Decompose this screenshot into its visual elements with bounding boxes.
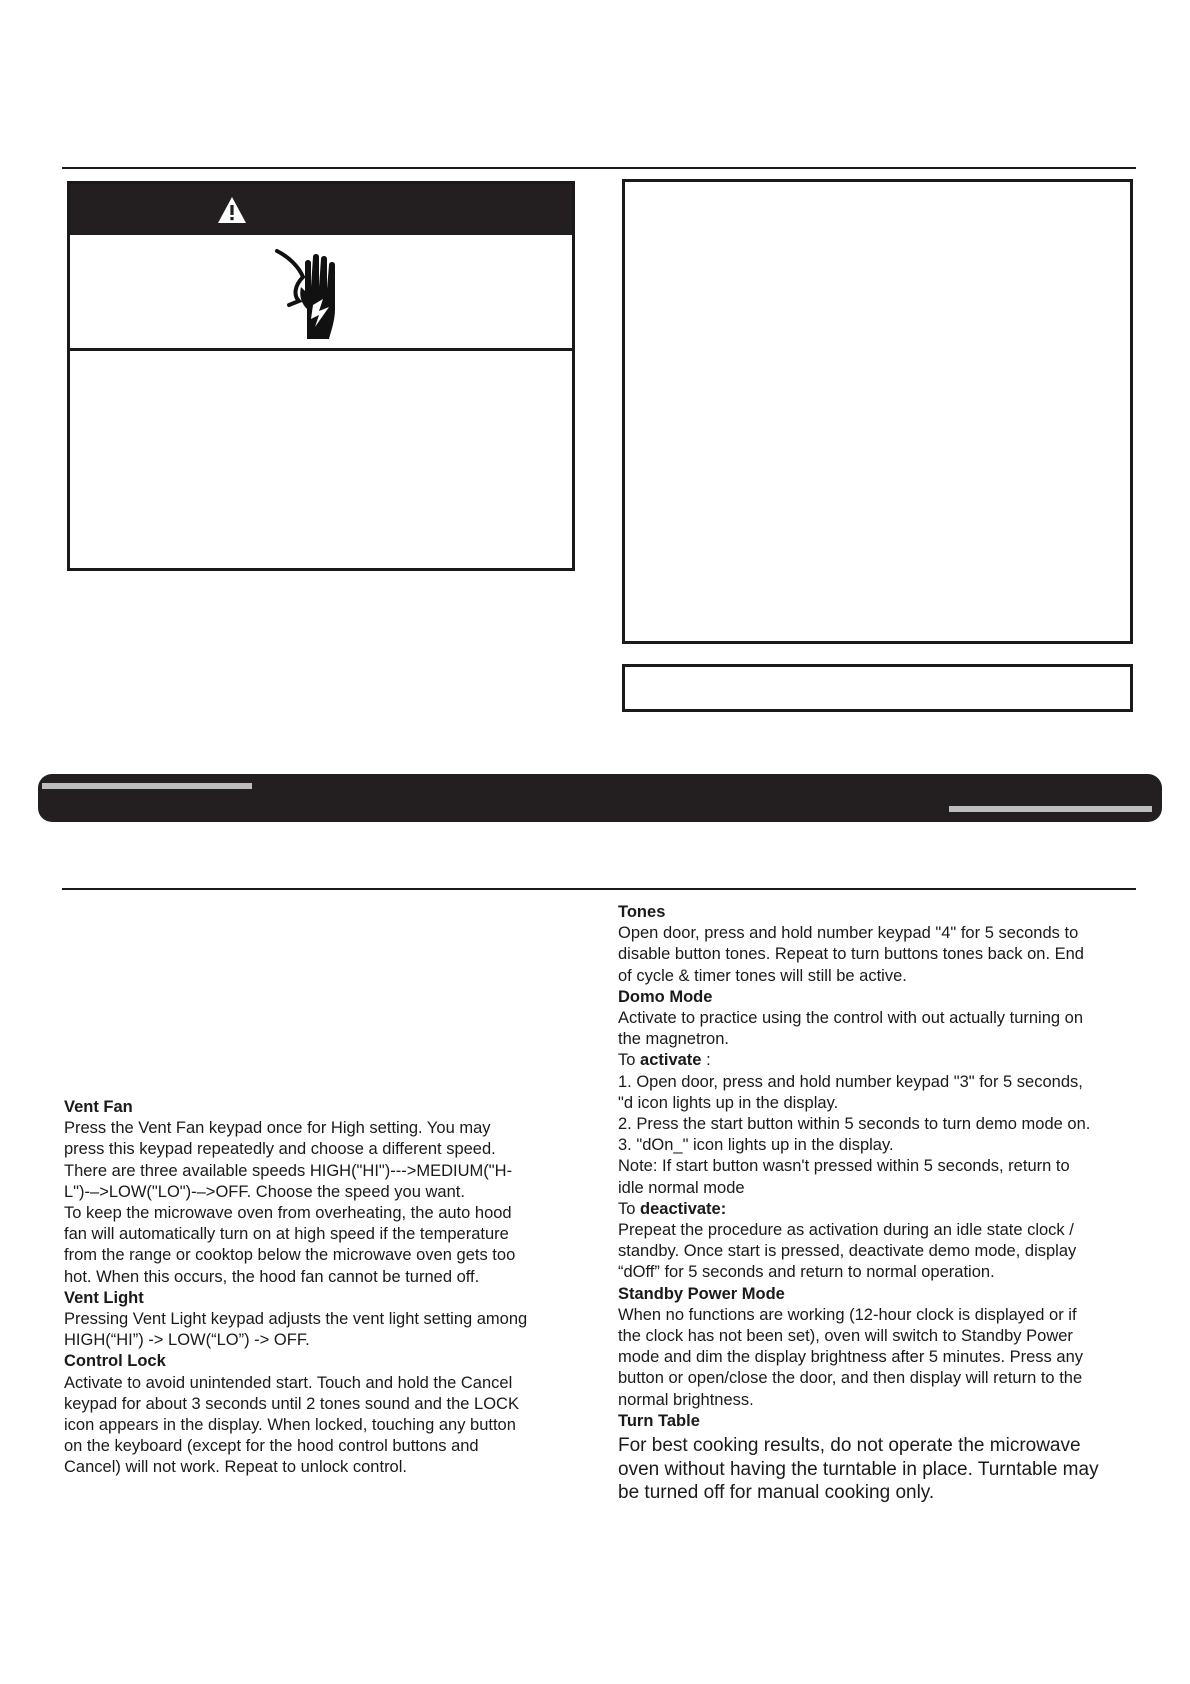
turntable-heading: Turn Table <box>618 1411 700 1430</box>
activate-steps: 1. Open door, press and hold number keypad "3" for 5 seconds, "d icon lights up in the display. 2. Press the start button within 5 seconds to turn demo mode on. 3. "dOn_" icon lights up in the display. Note: If start button wasn't pressed within 5 seconds, return to idle normal mode <box>618 1072 1091 1197</box>
notice-box <box>622 179 1133 644</box>
section-banner <box>38 774 1162 822</box>
tones-text: Open door, press and hold number keypad "4" for 5 seconds to disable button tones. Repeat to turn buttons tones back on. End of cycle & timer tones will still be active. <box>618 924 1084 985</box>
vent-light-heading: Vent Light <box>64 1288 144 1307</box>
activate-line <box>618 1050 1130 1071</box>
standby-heading: Standby Power Mode <box>618 1284 785 1303</box>
control-lock-text: Activate to avoid unintended start. Touch and hold the Cancel keypad for about 3 seconds until 2 tones sound and the LOCK icon appears in the display. When locked, touching any button on the keyboard (except for the hood control buttons and Cancel) will not work. Repeat to unlock control. <box>64 1373 519 1477</box>
demo-mode-text: Activate to practice using the control with out actually turning on the magnetron. <box>618 1009 1084 1049</box>
warning-triangle-icon <box>217 196 247 224</box>
left-column <box>64 1097 564 1479</box>
right-column <box>618 902 1130 1505</box>
section-divider <box>62 888 1136 890</box>
control-lock-heading: Control Lock <box>64 1352 166 1371</box>
electrical-shock-hand-icon <box>269 243 359 343</box>
warning-icon-area <box>70 235 572 351</box>
vent-fan-text: Press the Vent Fan keypad once for High setting. You may press this keypad repeatedly and choose a different speed. There are three available speeds HIGH("HI")--->MEDIUM("H- L")-–>LOW("LO")-–>OFF. Choose the speed you want. To keep the microwave oven from overheating, the auto hood fan will automatically turn on at high speed if the temperature from the range or cooktop below the microwave oven gets too hot. When this occurs, the hood fan cannot be turned off. <box>64 1119 516 1286</box>
activate-word: activate <box>640 1051 702 1070</box>
warning-header <box>70 184 572 235</box>
banner-accent-right <box>949 806 1152 812</box>
demo-mode-heading: Domo Mode <box>618 987 713 1006</box>
warning-box <box>67 181 575 571</box>
activate-prefix: To <box>618 1051 641 1070</box>
turntable-text: For best cooking results, do not operate the microwave oven without having the turntable in place. Turntable may be turned off for manual cooking only. <box>618 1435 1099 1504</box>
deactivate-prefix: To <box>618 1199 641 1218</box>
vent-light-text: Pressing Vent Light keypad adjusts the vent light setting among HIGH(“HI”) -> LOW(“LO”) -> OFF. <box>64 1310 528 1350</box>
banner-accent-left <box>42 783 252 789</box>
deactivate-text: Prepeat the procedure as activation during an idle state clock / standby. Once start is pressed, deactivate demo mode, display “dOff” for 5 seconds and return to normal operation. <box>618 1221 1077 1282</box>
deactivate-word: deactivate: <box>640 1199 727 1218</box>
vent-fan-heading: Vent Fan <box>64 1098 133 1116</box>
tones-heading: Tones <box>618 903 666 921</box>
top-divider <box>62 167 1136 169</box>
standby-text: When no functions are working (12-hour clock is displayed or if the clock has not been set), oven will switch to Standby Power mode and dim the display brightness after 5 minutes. Press any button or open/close the door, and then display will return to the normal brightness. <box>618 1305 1083 1409</box>
notice-box-small <box>622 664 1133 712</box>
deactivate-line <box>618 1199 1130 1220</box>
activate-suffix: : <box>701 1051 711 1070</box>
